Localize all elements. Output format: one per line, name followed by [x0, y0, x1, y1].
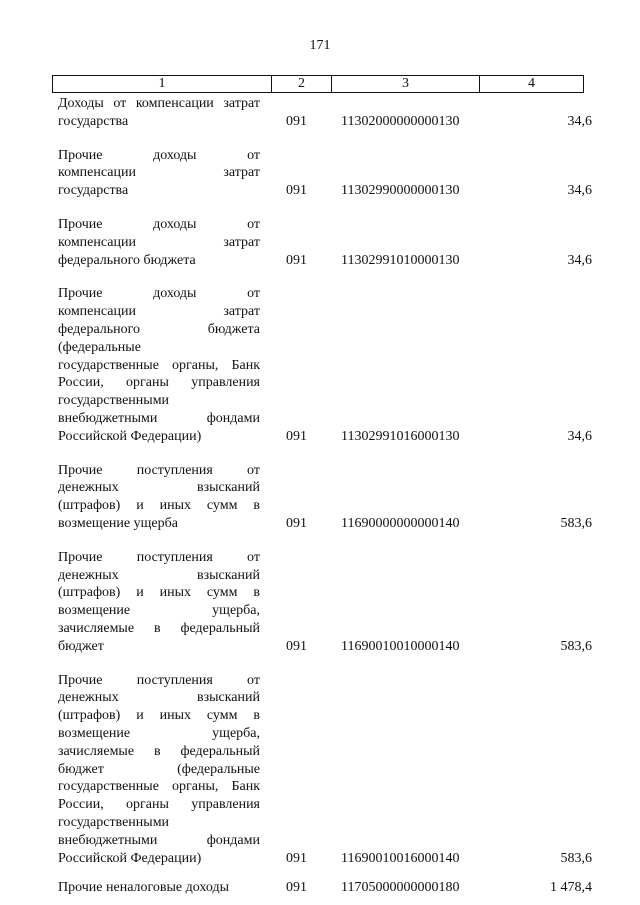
row-name-line: зачисляемые в федеральный — [58, 620, 260, 636]
row-name-line: федерального бюджета — [58, 321, 260, 337]
row-name — [58, 95, 260, 131]
row-amount: 34,6 — [567, 113, 592, 129]
row-name-line: Прочие неналоговые доходы — [58, 880, 230, 896]
row-admin-code: 091 — [286, 252, 307, 268]
row-name-line: Доходы от компенсации затрат — [58, 96, 260, 111]
row-name-line: федерального бюджета — [58, 252, 196, 268]
table-row — [0, 879, 640, 897]
row-budget-code: 11302990000000130 — [341, 183, 460, 199]
row-name-line: бюджет (федеральные — [58, 761, 260, 777]
row-name-line: внебюджетными фондами — [58, 410, 260, 426]
row-name-line: Российской Федерации) — [58, 428, 202, 444]
row-amount: 583,6 — [560, 850, 592, 866]
row-name-line: возмещение ущерба — [58, 515, 178, 531]
row-amount: 1 478,4 — [550, 880, 592, 896]
row-name-line: (штрафов) и иных сумм в — [58, 498, 260, 514]
row-budget-code: 11302991010000130 — [341, 252, 460, 268]
row-name-line: Прочие доходы от — [58, 147, 260, 163]
table-header-row — [52, 75, 584, 93]
row-name-line: возмещение ущерба, — [58, 725, 260, 741]
table-row — [0, 95, 640, 131]
row-name-line: (федеральные — [58, 339, 141, 355]
row-name-line: государства — [58, 113, 129, 129]
row-name-line: Российской Федерации) — [58, 850, 202, 866]
row-amount: 34,6 — [567, 183, 592, 199]
row-name — [58, 462, 260, 533]
row-name-line: Прочие поступления от — [58, 462, 260, 478]
table-row — [0, 216, 640, 269]
row-budget-code: 11690010016000140 — [341, 850, 460, 866]
row-name-line: государственными — [58, 393, 170, 409]
row-admin-code: 091 — [286, 428, 307, 444]
row-name-line: зачисляемые в федеральный — [58, 743, 260, 759]
row-name-line: денежных взысканий — [58, 567, 260, 583]
row-admin-code: 091 — [286, 850, 307, 866]
row-name-line: денежных взысканий — [58, 480, 260, 496]
row-budget-code: 11302000000000130 — [341, 113, 460, 129]
row-name-line: России, органы управления — [58, 797, 260, 813]
row-budget-code: 11705000000000180 — [341, 880, 460, 896]
row-name-line: государственные органы, Банк — [58, 357, 260, 373]
row-admin-code: 091 — [286, 515, 307, 531]
table-row — [0, 549, 640, 656]
row-name — [58, 549, 260, 656]
row-name — [58, 672, 260, 868]
row-name-line: Прочие поступления от — [58, 672, 260, 688]
row-budget-code: 11690010010000140 — [341, 638, 460, 654]
row-admin-code: 091 — [286, 880, 307, 896]
row-amount: 34,6 — [567, 252, 592, 268]
row-admin-code: 091 — [286, 638, 307, 654]
row-name — [58, 147, 260, 200]
table-row — [0, 285, 640, 445]
table-body — [0, 95, 640, 897]
row-name-line: Прочие доходы от — [58, 216, 260, 232]
table-row — [0, 147, 640, 200]
row-amount: 583,6 — [560, 515, 592, 531]
row-name-line: бюджет — [58, 638, 104, 654]
row-name-line: (штрафов) и иных сумм в — [58, 585, 260, 601]
row-name-line: государственными — [58, 814, 170, 830]
header-col-2: 2 — [272, 76, 332, 92]
row-budget-code: 11302991016000130 — [341, 428, 460, 444]
row-name-line: России, органы управления — [58, 375, 260, 391]
row-admin-code: 091 — [286, 113, 307, 129]
row-name-line: возмещение ущерба, — [58, 603, 260, 619]
table-row — [0, 462, 640, 533]
row-amount: 34,6 — [567, 428, 592, 444]
row-name-line: компенсации затрат — [58, 234, 260, 250]
table-row — [0, 672, 640, 868]
row-name-line: компенсации затрат — [58, 165, 260, 181]
page-number: 171 — [309, 38, 331, 53]
row-name-line: государства — [58, 183, 129, 199]
row-name — [58, 285, 260, 445]
header-col-3: 3 — [332, 76, 480, 92]
row-name-line: денежных взысканий — [58, 690, 260, 706]
header-col-1: 1 — [53, 76, 272, 92]
row-name-line: компенсации затрат — [58, 304, 260, 320]
row-name-line: (штрафов) и иных сумм в — [58, 708, 260, 724]
row-amount: 583,6 — [560, 638, 592, 654]
header-col-4: 4 — [528, 76, 535, 91]
row-budget-code: 11690000000000140 — [341, 515, 460, 531]
row-name — [58, 879, 260, 897]
row-name-line: Прочие доходы от — [58, 286, 260, 302]
row-name — [58, 216, 260, 269]
row-name-line: Прочие поступления от — [58, 549, 260, 565]
row-admin-code: 091 — [286, 183, 307, 199]
row-name-line: внебюджетными фондами — [58, 832, 260, 848]
row-name-line: государственные органы, Банк — [58, 779, 260, 795]
